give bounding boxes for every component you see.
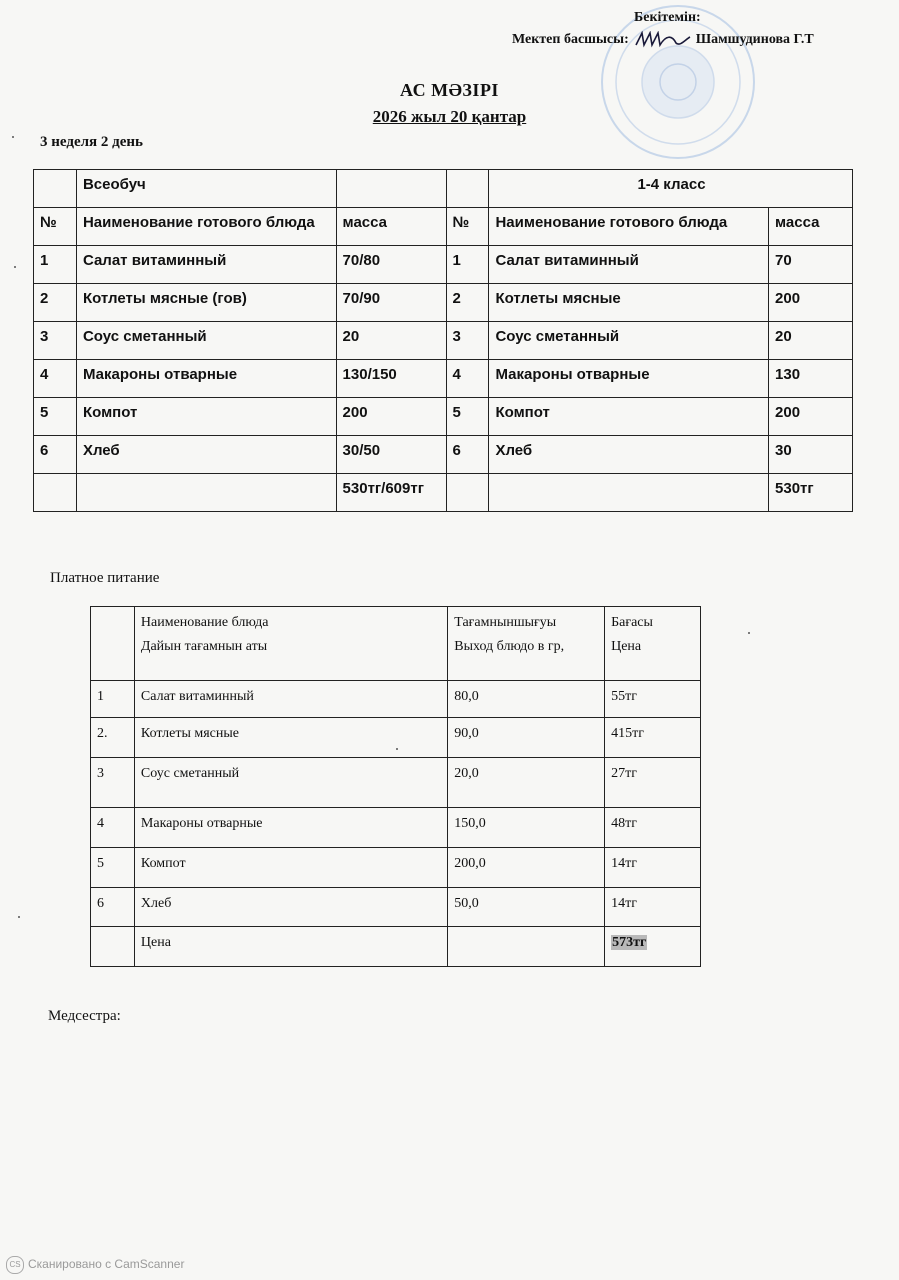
paid-out: 20,0 [448, 758, 605, 808]
paid-out: 80,0 [448, 681, 605, 718]
paid-head-price-kz: Бағасы [611, 615, 653, 630]
cell-name: Котлеты мясные (гов) [76, 284, 336, 322]
paid-price: 415тг [605, 718, 701, 758]
table-row [91, 848, 701, 888]
paid-header-row [91, 607, 701, 681]
cell-name: Компот [76, 398, 336, 436]
total-empty [76, 474, 336, 512]
group-right: 1-4 класс [489, 170, 853, 208]
paid-total-empty [448, 927, 605, 967]
cell-mass: 70 [769, 246, 853, 284]
cell-mass: 200 [336, 398, 446, 436]
scanner-watermark [6, 1256, 184, 1274]
group-cell-empty [34, 170, 77, 208]
total-empty [34, 474, 77, 512]
cell-name: Салат витаминный [489, 246, 769, 284]
menu-date: 2026 жыл 20 қантар [372, 107, 527, 126]
paid-head-name-kz: Дайын тағамнын аты [140, 639, 268, 654]
principal-line [512, 31, 814, 49]
paid-name: Соус сметанный [134, 758, 447, 808]
paid-head-num [91, 607, 135, 681]
cell-name: Макароны отварные [489, 360, 769, 398]
cell-num: 2 [34, 284, 77, 322]
cell-num: 5 [34, 398, 77, 436]
cell-name: Котлеты мясные [489, 284, 769, 322]
paid-num: 5 [91, 848, 135, 888]
cell-mass: 30 [769, 436, 853, 474]
cell-num: 3 [34, 322, 77, 360]
paid-out: 90,0 [448, 718, 605, 758]
cell-mass: 200 [769, 398, 853, 436]
table-row [34, 436, 853, 474]
cell-name: Компот [489, 398, 769, 436]
group-cell-empty [336, 170, 446, 208]
table-row [91, 681, 701, 718]
table-row [91, 758, 701, 808]
total-row [34, 474, 853, 512]
signature-icon [632, 31, 692, 49]
paid-total-empty [91, 927, 135, 967]
paid-out: 200,0 [448, 848, 605, 888]
cell-num: 4 [446, 360, 489, 398]
paid-head-price [605, 607, 701, 681]
group-cell-empty [446, 170, 489, 208]
cell-mass: 130 [769, 360, 853, 398]
paid-name: Котлеты мясные [134, 718, 447, 758]
cell-mass: 130/150 [336, 360, 446, 398]
paid-name: Салат витаминный [134, 681, 447, 718]
cell-num: 3 [446, 322, 489, 360]
cell-num: 6 [446, 436, 489, 474]
principal-label: Мектеп басшысы: [512, 32, 629, 48]
cell-name: Макароны отварные [76, 360, 336, 398]
cell-num: 2 [446, 284, 489, 322]
scan-speck [396, 748, 398, 750]
total-right: 530тг [769, 474, 853, 512]
header-row [34, 208, 853, 246]
scan-speck [12, 136, 14, 138]
col-mass: масса [336, 208, 446, 246]
total-left: 530тг/609тг [336, 474, 446, 512]
paid-out: 150,0 [448, 808, 605, 848]
table-row [91, 718, 701, 758]
table-row [91, 808, 701, 848]
cell-mass: 20 [769, 322, 853, 360]
paid-price: 48тг [605, 808, 701, 848]
paid-head-name-ru: Наименование блюда [140, 615, 269, 630]
scanner-text: Сканировано с CamScanner [28, 1257, 185, 1272]
paid-price: 55тг [605, 681, 701, 718]
paid-meals-table [90, 606, 701, 967]
cell-num: 5 [446, 398, 489, 436]
cell-num: 1 [34, 246, 77, 284]
paid-meals-label: Платное питание [50, 570, 160, 586]
group-row [34, 170, 853, 208]
week-day: 3 неделя 2 день [40, 134, 143, 150]
scan-speck [14, 266, 16, 268]
cell-num: 6 [34, 436, 77, 474]
cell-mass: 70/80 [336, 246, 446, 284]
principal-name: Шамшудинова Г.Т [695, 32, 814, 48]
paid-total-row [91, 927, 701, 967]
paid-num: 3 [91, 758, 135, 808]
cell-mass: 20 [336, 322, 446, 360]
paid-head-out [448, 607, 605, 681]
cell-name: Соус сметанный [76, 322, 336, 360]
col-mass: масса [769, 208, 853, 246]
menu-table [33, 169, 853, 512]
total-empty [446, 474, 489, 512]
cell-name: Соус сметанный [489, 322, 769, 360]
cell-num: 4 [34, 360, 77, 398]
total-empty [489, 474, 769, 512]
table-row [34, 246, 853, 284]
col-name: Наименование готового блюда [489, 208, 769, 246]
cell-mass: 70/90 [336, 284, 446, 322]
page-title: АС МӘЗІРІ [400, 80, 499, 100]
paid-name: Компот [134, 848, 447, 888]
group-left: Всеобуч [76, 170, 336, 208]
cell-num: 1 [446, 246, 489, 284]
col-num: № [446, 208, 489, 246]
paid-total-price: 573тг [612, 935, 647, 950]
table-row [34, 398, 853, 436]
table-row [34, 322, 853, 360]
nurse-label: Медсестра: [48, 1008, 121, 1024]
col-num: № [34, 208, 77, 246]
cell-mass: 30/50 [336, 436, 446, 474]
paid-total-cell [605, 927, 701, 967]
scan-speck [18, 916, 20, 918]
paid-name: Макароны отварные [134, 808, 447, 848]
paid-num: 1 [91, 681, 135, 718]
scan-speck [748, 632, 750, 634]
camscanner-logo-icon: CS [6, 1256, 24, 1274]
cell-mass: 200 [769, 284, 853, 322]
paid-out: 50,0 [448, 888, 605, 927]
cell-name: Хлеб [76, 436, 336, 474]
table-row [91, 888, 701, 927]
paid-price: 14тг [605, 888, 701, 927]
cell-name: Салат витаминный [76, 246, 336, 284]
table-row [34, 360, 853, 398]
paid-price: 27тг [605, 758, 701, 808]
approve-label: Бекітемін: [634, 10, 701, 25]
paid-num: 2. [91, 718, 135, 758]
paid-total-label: Цена [134, 927, 447, 967]
paid-num: 4 [91, 808, 135, 848]
paid-num: 6 [91, 888, 135, 927]
paid-price: 14тг [605, 848, 701, 888]
paid-head-out-kz: Тағамныншығуы [454, 615, 557, 630]
paid-name: Хлеб [134, 888, 447, 927]
col-name: Наименование готового блюда [76, 208, 336, 246]
paid-head-out-ru: Выход блюдо в гр, [454, 639, 565, 654]
paid-head-name [134, 607, 447, 681]
table-row [34, 284, 853, 322]
cell-name: Хлеб [489, 436, 769, 474]
paid-head-price-ru: Цена [611, 639, 642, 654]
